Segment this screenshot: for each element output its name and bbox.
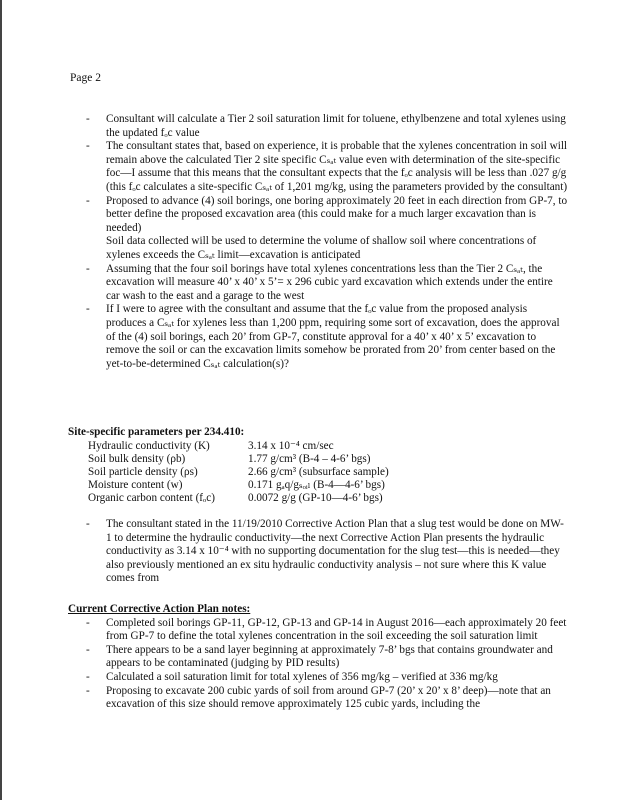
param-value: 2.66 g/cm³ (subsurface sample) (248, 466, 389, 478)
list-item: - Completed soil borings GP-11, GP-12, GP-13 and GP-14 in August 2016—each approximately 20 feet from GP-7 to define the total xylenes concentration in the soil exceeding the soil saturation limit (68, 617, 568, 644)
list-item: - There appears to be a sand layer beginning at approximately 7-8’ bgs that contains groundwater and appears to be contaminated (judging by PID results) (68, 644, 568, 671)
param-name: Soil bulk density (ρb) (88, 452, 186, 465)
list-item: - Consultant will calculate a Tier 2 soil saturation limit for toluene, ethylbenzene and total xylenes using the updated fₒc value (68, 113, 568, 140)
param-value: 3.14 x 10⁻⁴ cm/sec (248, 439, 334, 452)
list-item: - Proposing to excavate 200 cubic yards of soil from around GP-7 (20’ x 20’ x 8’ deep)—note that an excavation of this size should remove approximately 125 cubic yards, including the (68, 685, 568, 712)
param-name: Organic carbon content (fₒc) (88, 492, 215, 505)
page-number: Page 2 (70, 72, 101, 84)
bullet-list-top (68, 113, 568, 235)
continuation-text: Soil data collected will be used to determine the volume of shallow soil where concentrations of xylenes exceeds the Cₛₐₜ limit—excavation is anticipated (106, 235, 537, 261)
list-item: - Proposed to advance (4) soil borings, one boring approximately 20 feet in each direction from GP-7, to better define the proposed excavation area (this could make for a much larger excavation than is needed) (68, 195, 568, 236)
table-row (88, 479, 389, 492)
table-row (88, 466, 389, 479)
list-item: - If I were to agree with the consultant and assume that the fₒc value from the proposed analysis produces a Cₛₐₜ for xylenes less than 1,200 ppm, requiring some sort of excavation, does the approval of the (4) soil borings, each 20’ from GP-7, constitute approval for a 40’ x 40’ x 5’ excavation to remove the soil or can the excavation limits somehow be prorated from 20’ from center based on the yet-to-be-determined Cₛₐₜ calculation(s)? (68, 303, 568, 371)
cap-notes-section (68, 603, 568, 712)
param-name: Hydraulic conductivity (K) (88, 439, 210, 452)
list-item: - Assuming that the four soil borings have total xylenes concentrations less than the Tier 2 Cₛₐₜ, the excavation will measure 40’ x 40’ x 5’= x 296 cubic yard excavation which extends under the entire car wash to the east and a garage to the west (68, 263, 568, 304)
parameters-section (68, 426, 568, 506)
bullet-list-mid (68, 263, 568, 372)
bullet-list-slug (68, 518, 568, 586)
param-name: Moisture content (w) (88, 479, 183, 492)
params-heading: Site-specific parameters per 234.410: (68, 426, 245, 438)
table-row (88, 440, 389, 453)
params-table (88, 440, 389, 506)
scan-edge (0, 0, 2, 800)
cap-heading: Current Corrective Action Plan notes: (68, 603, 251, 615)
param-value: 0.0072 g/g (GP-10—4-6’ bgs) (248, 492, 383, 505)
list-item: - The consultant states that, based on experience, it is probable that the xylenes concentration in soil will remain above the calculated Tier 2 site specific Cₛₐₜ value even with determination of the site-specific foc—I assume that this means that the consultant expects that the fₒc analysis will be less than .027 g/g (this fₒc calculates a site-specific Cₛₐₜ of 1,201 mg/kg, using the parameters provided by the consultant) (68, 140, 568, 194)
param-value: 0.171 gₐq/gₛₒᵢₗ (B-4—4-6’ bgs) (248, 479, 385, 492)
top-notes (68, 113, 568, 371)
slug-test-note (68, 518, 568, 586)
bullet-list-cap (68, 617, 568, 712)
table-row (88, 453, 389, 466)
param-name: Soil particle density (ρs) (88, 466, 198, 478)
list-item: - The consultant stated in the 11/19/2010 Corrective Action Plan that a slug test would be done on MW-1 to determine the hydraulic conductivity—the next Corrective Action Plan presents the hydraulic conductivity as 3.14 x 10⁻⁴ with no supporting documentation for the slug test—this is needed—they also previously mentioned an ex situ hydraulic conductivity analysis – not sure where this K value comes from (68, 518, 568, 586)
list-item: - Calculated a soil saturation limit for total xylenes of 356 mg/kg – verified at 336 mg/kg (68, 671, 568, 685)
table-row (88, 492, 389, 505)
param-value: 1.77 g/cm³ (B-4 – 4-6’ bgs) (248, 452, 371, 465)
